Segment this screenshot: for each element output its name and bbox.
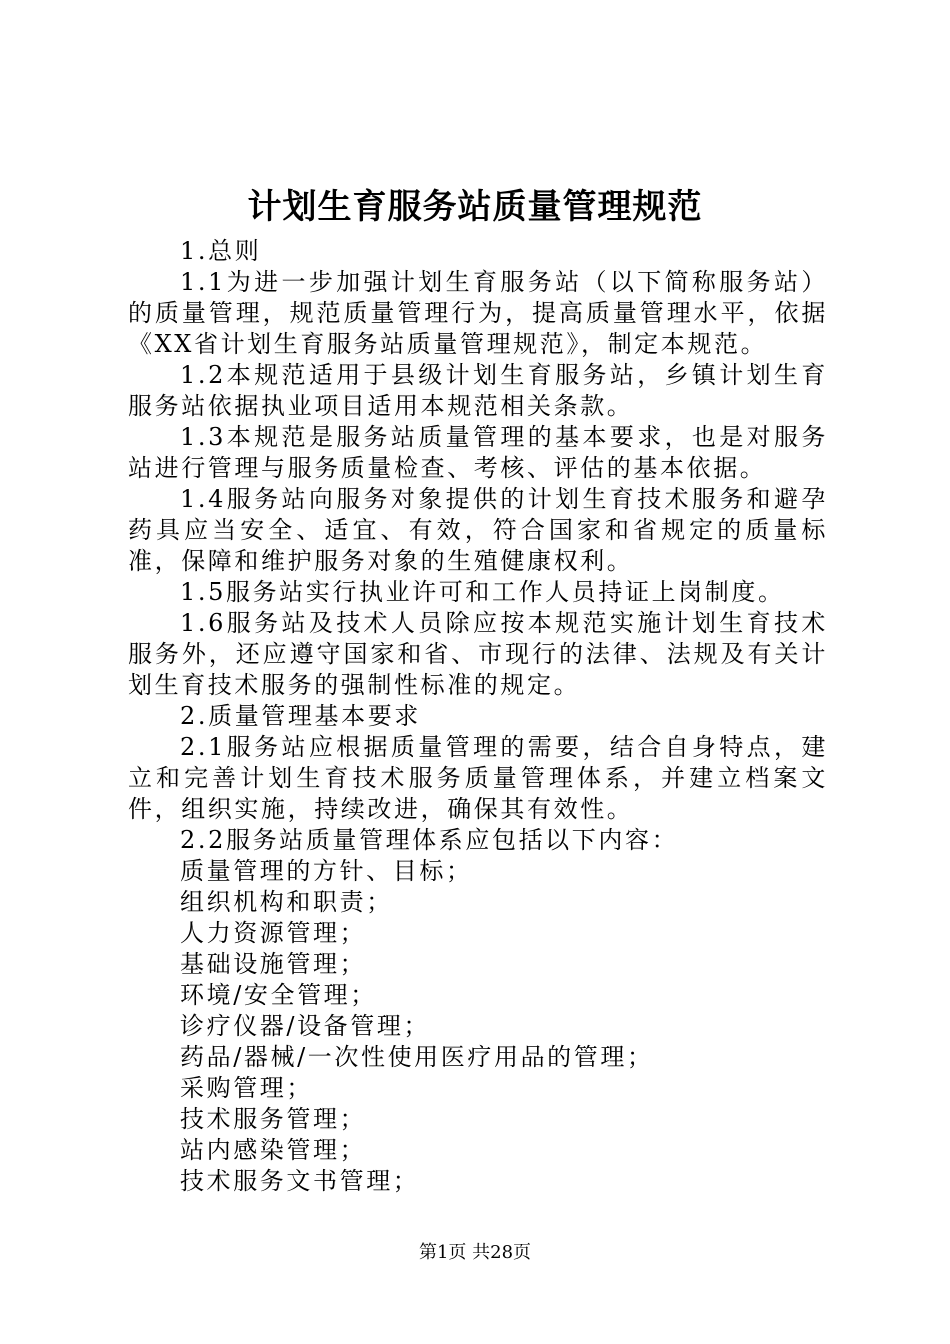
list-item: 人力资源管理； [180, 919, 367, 947]
paragraph-2-1: 2.1服务站应根据质量管理的需要，结合自身特点，建立和完善计划生育技术服务质量管理体系，并建立档案文件，组织实施，持续改进，确保其有效性。 [128, 733, 828, 823]
paragraph-1-5: 1.5服务站实行执业许可和工作人员持证上岗制度。 [180, 578, 785, 606]
page-footer: 第1页 共28页 [418, 1242, 532, 1263]
paragraph-2-2: 2.2服务站质量管理体系应包括以下内容： [180, 826, 679, 854]
list-item: 药品/器械/一次性使用医疗用品的管理； [180, 1043, 654, 1071]
list-item: 组织机构和职责； [180, 888, 393, 916]
section-heading-quality: 2.质量管理基本要求 [180, 702, 421, 730]
paragraph-1-2: 1.2本规范适用于县级计划生育服务站，乡镇计划生育服务站依据执业项目适用本规范相关条款。 [128, 361, 828, 420]
list-item: 质量管理的方针、目标； [180, 857, 473, 885]
document-body [128, 236, 828, 1197]
list-item: 技术服务管理； [180, 1105, 367, 1133]
list-item: 环境/安全管理； [180, 981, 377, 1009]
list-item: 基础设施管理； [180, 950, 367, 978]
paragraph-1-3: 1.3本规范是服务站质量管理的基本要求，也是对服务站进行管理与服务质量检查、考核、评估的基本依据。 [128, 423, 828, 482]
paragraph-1-1: 1.1为进一步加强计划生育服务站（以下简称服务站）的质量管理，规范质量管理行为，提高质量管理水平，依据《XX省计划生育服务站质量管理规范》，制定本规范。 [128, 268, 828, 358]
paragraph-1-4: 1.4服务站向服务对象提供的计划生育技术服务和避孕药具应当安全、适宜、有效，符合国家和省规定的质量标准，保障和维护服务对象的生殖健康权利。 [128, 485, 828, 575]
paragraph-1-6: 1.6服务站及技术人员除应按本规范实施计划生育技术服务外，还应遵守国家和省、市现行的法律、法规及有关计划生育技术服务的强制性标准的规定。 [128, 609, 828, 699]
document-title: 计划生育服务站质量管理规范 [247, 187, 703, 227]
quality-system-list [128, 856, 828, 1197]
list-item: 采购管理； [180, 1074, 313, 1102]
list-item: 诊疗仪器/设备管理； [180, 1012, 431, 1040]
section-heading-general: 1.总则 [180, 237, 262, 265]
list-item: 技术服务文书管理； [180, 1167, 420, 1195]
list-item: 站内感染管理； [180, 1136, 367, 1164]
